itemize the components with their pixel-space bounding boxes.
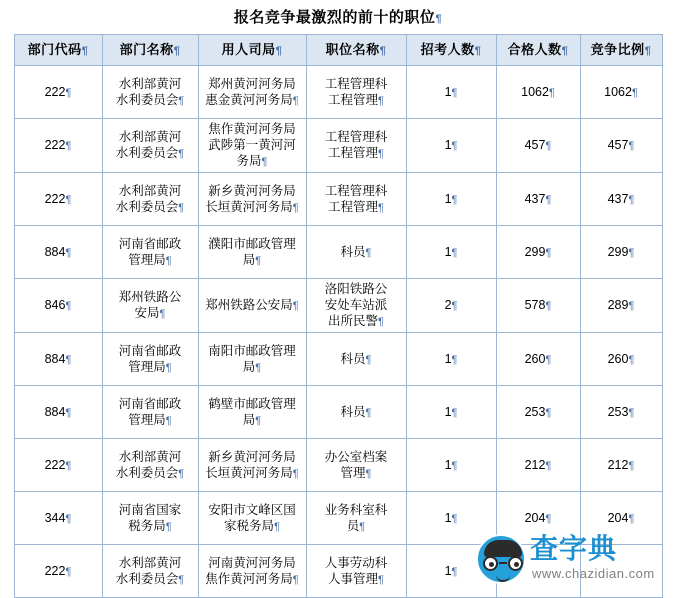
cell-dept-code — [14, 226, 102, 279]
paragraph-mark-icon: ¶ — [628, 246, 635, 259]
paragraph-mark-icon: ¶ — [545, 406, 552, 419]
cell-ratio — [580, 173, 662, 226]
cell-line: 1062¶ — [604, 84, 638, 99]
cell-line: 水利部黄河 — [118, 449, 182, 464]
page-title — [0, 0, 676, 34]
cell-qualified — [496, 386, 580, 439]
cell-position — [306, 66, 406, 119]
cell-line: 289¶ — [607, 298, 635, 312]
paragraph-mark-icon: ¶ — [165, 361, 172, 374]
cell-line: 253¶ — [524, 404, 552, 419]
cell-line: 437¶ — [524, 191, 552, 206]
cell-dept-code — [14, 439, 102, 492]
cell-line: 局¶ — [242, 359, 262, 374]
cell-line: 濮阳市邮政管理 — [208, 236, 296, 251]
paragraph-mark-icon: ¶ — [292, 573, 299, 586]
paragraph-mark-icon: ¶ — [178, 94, 185, 107]
paragraph-mark-icon: ¶ — [173, 44, 181, 57]
cell-dept-code — [14, 386, 102, 439]
paragraph-mark-icon: ¶ — [451, 300, 458, 312]
cell-line: 业务科室科 — [324, 502, 388, 517]
paragraph-mark-icon: ¶ — [378, 201, 384, 214]
cell-line: 260¶ — [607, 351, 635, 366]
cell-line: 水利部黄河 — [118, 130, 182, 144]
cell-line: 家税务局¶ — [224, 518, 280, 533]
cell-line: 税务局¶ — [128, 518, 172, 533]
cell-ratio — [580, 545, 662, 598]
cell-qualified — [496, 439, 580, 492]
column-header-hire-count: 招考人数¶ — [406, 35, 496, 66]
cell-line: 局¶ — [242, 252, 262, 267]
cell-line: 水利部黄河 — [118, 555, 182, 570]
table-row — [14, 492, 662, 545]
cell-dept-code — [14, 279, 102, 333]
paragraph-mark-icon: ¶ — [65, 353, 72, 366]
column-header-position: 职位名称¶ — [306, 35, 406, 66]
cell-line: 新乡黄河河务局 — [208, 449, 296, 464]
cell-dept-name — [102, 333, 198, 386]
ranking-table — [14, 34, 663, 598]
paragraph-mark-icon: ¶ — [65, 512, 72, 525]
paragraph-mark-icon: ¶ — [631, 86, 638, 99]
cell-line: 260¶ — [524, 351, 552, 366]
cell-line: 惠金黄河河务局¶ — [205, 92, 299, 107]
cell-bureau — [198, 386, 306, 439]
cell-line: 河南省邮政 — [118, 396, 182, 411]
cell-hire-count — [406, 66, 496, 119]
cell-dept-code — [14, 545, 102, 598]
cell-qualified — [496, 545, 580, 598]
paragraph-mark-icon: ¶ — [365, 246, 372, 259]
cell-line: 郑州黄河河务局 — [208, 76, 296, 91]
cell-dept-name — [102, 226, 198, 279]
page-title-text: 报名竞争最激烈的前十的职位 — [233, 9, 436, 26]
cell-line: 长垣黄河河务局¶ — [205, 465, 299, 480]
column-header-bureau: 用人司局¶ — [198, 35, 306, 66]
cell-dept-name — [102, 66, 198, 119]
paragraph-mark-icon: ¶ — [359, 520, 366, 533]
paragraph-mark-icon: ¶ — [65, 459, 72, 472]
cell-line: 253¶ — [607, 404, 635, 419]
cell-position — [306, 279, 406, 333]
table-row — [14, 333, 662, 386]
paragraph-mark-icon: ¶ — [292, 201, 299, 214]
paragraph-mark-icon: ¶ — [178, 573, 185, 586]
cell-dept-name — [102, 119, 198, 173]
cell-line: 安处车站派 — [324, 298, 388, 312]
cell-bureau — [198, 279, 306, 333]
cell-line: 河南黄河河务局 — [208, 555, 296, 570]
cell-qualified — [496, 173, 580, 226]
cell-position — [306, 492, 406, 545]
paragraph-mark-icon: ¶ — [65, 406, 72, 419]
cell-line: 工程管理科 — [324, 183, 388, 198]
paragraph-mark-icon: ¶ — [451, 565, 458, 578]
cell-dept-code — [14, 173, 102, 226]
cell-line: 管理¶ — [340, 465, 372, 480]
cell-qualified — [496, 279, 580, 333]
paragraph-mark-icon: ¶ — [292, 300, 299, 312]
paragraph-mark-icon: ¶ — [474, 44, 482, 57]
cell-line: 局¶ — [242, 412, 262, 427]
cell-hire-count — [406, 386, 496, 439]
paragraph-mark-icon: ¶ — [451, 193, 458, 206]
paragraph-mark-icon: ¶ — [178, 467, 185, 480]
paragraph-mark-icon: ¶ — [545, 140, 552, 152]
cell-ratio — [580, 492, 662, 545]
cell-line: 204¶ — [607, 510, 635, 525]
cell-position — [306, 439, 406, 492]
paragraph-mark-icon: ¶ — [165, 254, 172, 267]
paragraph-mark-icon: ¶ — [365, 353, 372, 366]
cell-line: 212¶ — [524, 457, 552, 472]
cell-line: 工程管理¶ — [328, 199, 384, 214]
table-row — [14, 119, 662, 173]
paragraph-mark-icon: ¶ — [65, 246, 72, 259]
cell-ratio — [580, 119, 662, 173]
cell-hire-count — [406, 173, 496, 226]
paragraph-mark-icon: ¶ — [365, 467, 372, 480]
column-header-dept-name: 部门名称¶ — [102, 35, 198, 66]
paragraph-mark-icon: ¶ — [628, 459, 635, 472]
cell-line: 222¶ — [44, 191, 72, 206]
paragraph-mark-icon: ¶ — [178, 201, 185, 214]
paragraph-mark-icon: ¶ — [378, 94, 384, 107]
paragraph-mark-icon: ¶ — [65, 193, 72, 206]
table-header-row — [14, 35, 662, 66]
paragraph-mark-icon: ¶ — [81, 44, 89, 57]
cell-qualified — [496, 226, 580, 279]
cell-line: 水利委员会¶ — [115, 146, 185, 160]
paragraph-mark-icon: ¶ — [451, 406, 458, 419]
cell-line: 管理局¶ — [128, 359, 172, 374]
cell-line: 长垣黄河河务局¶ — [205, 199, 299, 214]
cell-line: 1¶ — [444, 457, 458, 472]
paragraph-mark-icon: ¶ — [628, 300, 635, 312]
cell-line: 水利委员会¶ — [115, 465, 185, 480]
cell-bureau — [198, 66, 306, 119]
cell-dept-name — [102, 279, 198, 333]
cell-line: 河南省邮政 — [118, 343, 182, 358]
paragraph-mark-icon: ¶ — [165, 414, 172, 427]
paragraph-mark-icon: ¶ — [274, 520, 280, 533]
paragraph-mark-icon: ¶ — [451, 459, 458, 472]
cell-bureau — [198, 492, 306, 545]
paragraph-mark-icon: ¶ — [292, 467, 299, 480]
paragraph-mark-icon: ¶ — [65, 86, 72, 99]
cell-line: 2¶ — [444, 298, 458, 312]
cell-hire-count — [406, 119, 496, 173]
cell-position — [306, 226, 406, 279]
cell-line: 出所民警¶ — [328, 314, 384, 328]
table-header — [14, 35, 662, 66]
cell-line: 新乡黄河河务局 — [208, 183, 296, 198]
cell-dept-name — [102, 439, 198, 492]
cell-dept-name — [102, 545, 198, 598]
column-header-ratio: 竞争比例¶ — [580, 35, 662, 66]
paragraph-mark-icon: ¶ — [451, 86, 458, 99]
paragraph-mark-icon: ¶ — [378, 316, 384, 328]
cell-line: 武陟第一黄河河 — [208, 138, 296, 152]
cell-line: 水利部黄河 — [118, 183, 182, 198]
cell-line: 299¶ — [607, 244, 635, 259]
cell-bureau — [198, 333, 306, 386]
paragraph-mark-icon: ¶ — [628, 353, 635, 366]
paragraph-mark-icon: ¶ — [545, 193, 552, 206]
table-row — [14, 173, 662, 226]
column-header-qualified: 合格人数¶ — [496, 35, 580, 66]
cell-line: 1¶ — [444, 404, 458, 419]
cell-line: 鹤壁市邮政管理 — [208, 396, 296, 411]
table-row — [14, 279, 662, 333]
cell-line: 884¶ — [44, 351, 72, 366]
paragraph-mark-icon: ¶ — [65, 565, 72, 578]
cell-line: 437¶ — [607, 191, 635, 206]
cell-dept-code — [14, 492, 102, 545]
cell-line: 人事劳动科 — [324, 555, 388, 570]
cell-line: 办公室档案 — [324, 449, 388, 464]
cell-line: 工程管理¶ — [328, 146, 384, 160]
cell-line: 焦作黄河河务局 — [208, 122, 296, 136]
cell-bureau — [198, 173, 306, 226]
paragraph-mark-icon: ¶ — [545, 246, 552, 259]
cell-position — [306, 333, 406, 386]
cell-dept-code — [14, 333, 102, 386]
table-row — [14, 386, 662, 439]
cell-line: 1¶ — [444, 563, 458, 578]
cell-line: 1¶ — [444, 138, 458, 152]
cell-line: 299¶ — [524, 244, 552, 259]
cell-position — [306, 545, 406, 598]
cell-qualified — [496, 119, 580, 173]
cell-ratio — [580, 66, 662, 119]
cell-line: 洛阳铁路公 — [324, 282, 388, 296]
cell-line: 南阳市邮政管理 — [208, 343, 296, 358]
paragraph-mark-icon: ¶ — [165, 520, 172, 533]
cell-line: 222¶ — [44, 457, 72, 472]
paragraph-mark-icon: ¶ — [628, 512, 635, 525]
cell-hire-count — [406, 439, 496, 492]
cell-hire-count — [406, 279, 496, 333]
cell-line: 1¶ — [444, 244, 458, 259]
paragraph-mark-icon: ¶ — [561, 44, 569, 57]
cell-line: 578¶ — [524, 298, 552, 312]
cell-line: 344¶ — [44, 510, 72, 525]
cell-line: 204¶ — [524, 510, 552, 525]
cell-bureau — [198, 119, 306, 173]
paragraph-mark-icon: ¶ — [378, 148, 384, 160]
table-row — [14, 226, 662, 279]
cell-ratio — [580, 333, 662, 386]
paragraph-mark-icon: ¶ — [451, 512, 458, 525]
cell-ratio — [580, 226, 662, 279]
cell-line: 工程管理科 — [324, 130, 388, 144]
cell-line: 1062¶ — [521, 84, 555, 99]
cell-line: 884¶ — [44, 244, 72, 259]
cell-line: 457¶ — [607, 138, 635, 152]
paragraph-mark-icon: ¶ — [451, 353, 458, 366]
cell-position — [306, 119, 406, 173]
cell-qualified — [496, 66, 580, 119]
cell-line: 焦作黄河河务局¶ — [205, 571, 299, 586]
cell-line: 884¶ — [44, 404, 72, 419]
cell-position — [306, 173, 406, 226]
table-row — [14, 66, 662, 119]
cell-ratio — [580, 279, 662, 333]
paragraph-mark-icon: ¶ — [451, 246, 458, 259]
cell-line: 457¶ — [524, 138, 552, 152]
cell-bureau — [198, 545, 306, 598]
paragraph-mark-icon: ¶ — [644, 44, 652, 57]
cell-line: 河南省国家 — [118, 502, 182, 517]
cell-ratio — [580, 439, 662, 492]
paragraph-mark-icon: ¶ — [178, 148, 185, 160]
paragraph-mark-icon: ¶ — [275, 44, 283, 57]
cell-line: 水利委员会¶ — [115, 571, 185, 586]
paragraph-mark-icon: ¶ — [255, 414, 262, 427]
cell-line: 河南省邮政 — [118, 236, 182, 251]
cell-line: 222¶ — [44, 563, 72, 578]
paragraph-mark-icon: ¶ — [628, 406, 635, 419]
cell-hire-count — [406, 545, 496, 598]
paragraph-mark-icon: ¶ — [628, 193, 635, 206]
cell-hire-count — [406, 226, 496, 279]
paragraph-mark-icon: ¶ — [261, 156, 268, 168]
cell-line: 管理局¶ — [128, 252, 172, 267]
cell-line: 212¶ — [607, 457, 635, 472]
paragraph-mark-icon: ¶ — [451, 140, 458, 152]
paragraph-mark-icon: ¶ — [628, 140, 635, 152]
cell-line: 工程管理¶ — [328, 92, 384, 107]
paragraph-mark-icon: ¶ — [545, 353, 552, 366]
paragraph-mark-icon: ¶ — [435, 13, 443, 25]
cell-line: 水利委员会¶ — [115, 92, 185, 107]
cell-line: 管理局¶ — [128, 412, 172, 427]
cell-line: 安阳市文峰区国 — [208, 502, 296, 517]
cell-line: 务局¶ — [236, 154, 268, 168]
cell-line: 安局¶ — [134, 306, 166, 320]
cell-line: 1¶ — [444, 510, 458, 525]
paragraph-mark-icon: ¶ — [379, 44, 387, 57]
cell-line: 人事管理¶ — [328, 571, 384, 586]
cell-line: 1¶ — [444, 84, 458, 99]
cell-bureau — [198, 439, 306, 492]
column-header-dept-code: 部门代码¶ — [14, 35, 102, 66]
cell-line: 水利委员会¶ — [115, 199, 185, 214]
paragraph-mark-icon: ¶ — [365, 406, 372, 419]
cell-line: 1¶ — [444, 191, 458, 206]
cell-dept-code — [14, 119, 102, 173]
table-row — [14, 439, 662, 492]
paragraph-mark-icon: ¶ — [545, 300, 552, 312]
cell-hire-count — [406, 492, 496, 545]
cell-line: 222¶ — [44, 138, 72, 152]
cell-position — [306, 386, 406, 439]
cell-line: 郑州铁路公安局¶ — [205, 298, 299, 312]
paragraph-mark-icon: ¶ — [545, 459, 552, 472]
cell-line: 科员¶ — [340, 244, 372, 259]
cell-dept-code — [14, 66, 102, 119]
cell-qualified — [496, 492, 580, 545]
paragraph-mark-icon: ¶ — [65, 300, 72, 312]
watermark-brand: 查字典 — [530, 533, 618, 564]
cell-line: 科员¶ — [340, 404, 372, 419]
paragraph-mark-icon: ¶ — [378, 573, 384, 586]
paragraph-mark-icon: ¶ — [255, 254, 262, 267]
cell-dept-name — [102, 173, 198, 226]
paragraph-mark-icon: ¶ — [65, 140, 72, 152]
paragraph-mark-icon: ¶ — [255, 361, 262, 374]
cell-line: 1¶ — [444, 351, 458, 366]
cell-line: 郑州铁路公 — [118, 290, 182, 304]
cell-line: 科员¶ — [340, 351, 372, 366]
cell-qualified — [496, 333, 580, 386]
table-body — [14, 66, 662, 598]
paragraph-mark-icon: ¶ — [159, 308, 166, 320]
cell-hire-count — [406, 333, 496, 386]
cell-ratio — [580, 386, 662, 439]
paragraph-mark-icon: ¶ — [545, 512, 552, 525]
cell-bureau — [198, 226, 306, 279]
cell-dept-name — [102, 386, 198, 439]
paragraph-mark-icon: ¶ — [548, 86, 555, 99]
cell-line: 222¶ — [44, 84, 72, 99]
paragraph-mark-icon: ¶ — [292, 94, 299, 107]
cell-line: 工程管理科 — [324, 76, 388, 91]
cell-line: 846¶ — [44, 298, 72, 312]
watermark-url: www.chazidian.com — [532, 566, 655, 581]
cell-line: 水利部黄河 — [118, 76, 182, 91]
table-row — [14, 545, 662, 598]
cell-line: 员¶ — [346, 518, 366, 533]
cell-dept-name — [102, 492, 198, 545]
